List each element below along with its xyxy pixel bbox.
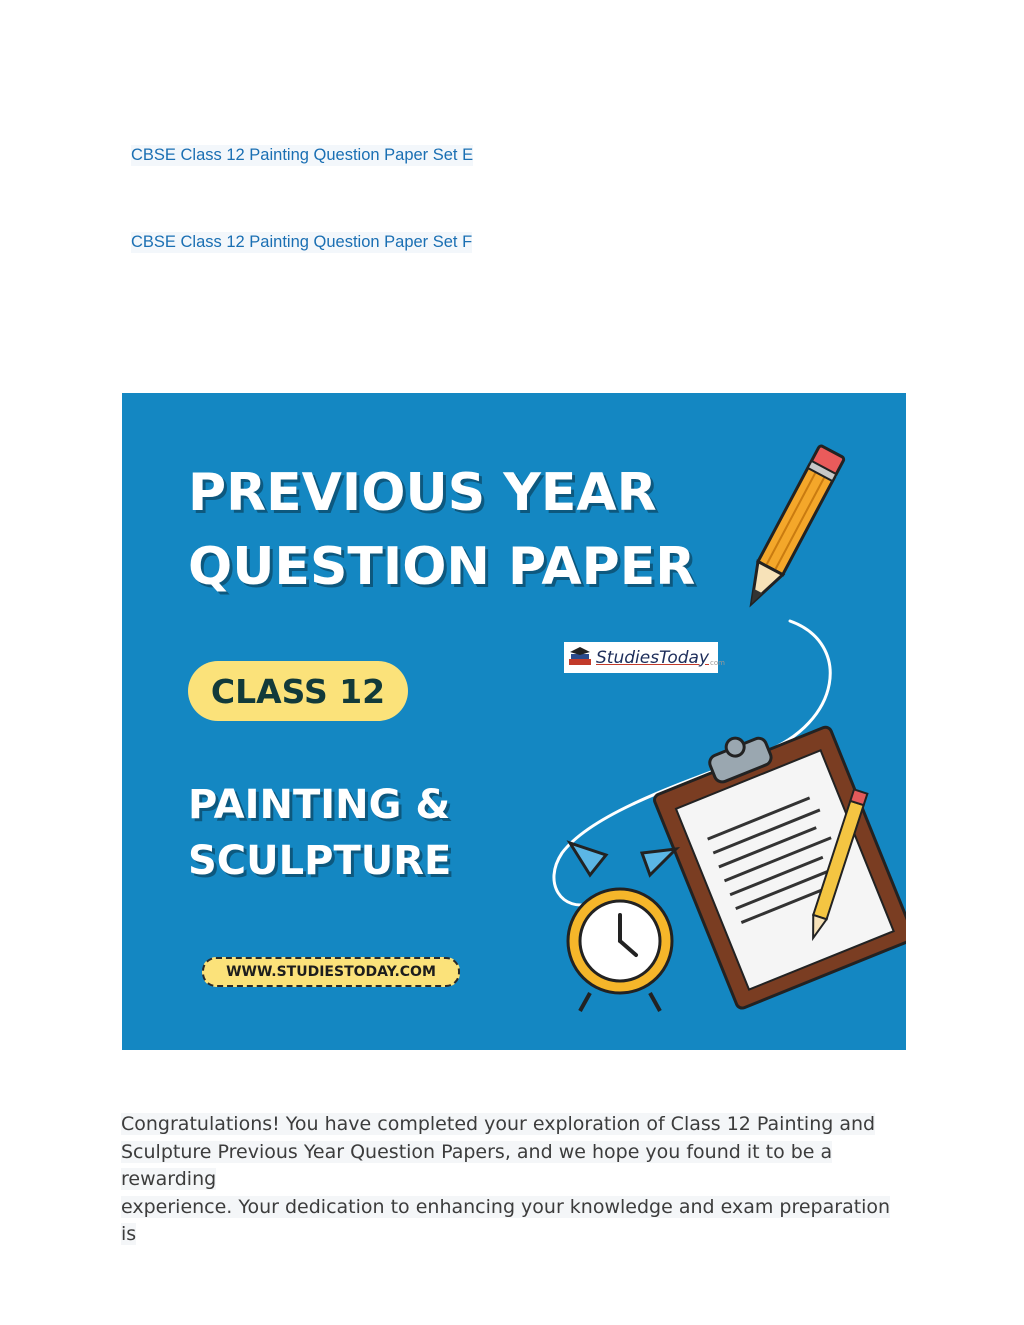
logo-text: StudiesToday bbox=[596, 647, 710, 668]
question-paper-set-e-link[interactable]: CBSE Class 12 Painting Question Paper Set E bbox=[131, 146, 474, 164]
alarm-clock-icon bbox=[568, 843, 676, 1011]
website-badge: WWW.STUDIESTODAY.COM bbox=[202, 957, 460, 987]
pencil-icon bbox=[739, 445, 844, 610]
paragraph-line: Congratulations! You have completed your exploration of Class 12 Painting and bbox=[121, 1113, 876, 1135]
books-logo-icon bbox=[567, 645, 593, 669]
headline-line-1: PREVIOUS YEAR bbox=[188, 463, 657, 523]
studiestoday-logo bbox=[564, 642, 725, 673]
subject-line-1: PAINTING & bbox=[188, 782, 451, 828]
question-paper-banner bbox=[122, 393, 906, 1050]
congratulations-paragraph bbox=[121, 1111, 901, 1249]
question-paper-set-f-link[interactable]: CBSE Class 12 Painting Question Paper Set F bbox=[131, 233, 473, 251]
paragraph-line: experience. Your dedication to enhancing your knowledge and exam preparation is bbox=[121, 1195, 891, 1245]
clipboard-icon bbox=[644, 703, 906, 1010]
subject-line-2: SCULPTURE bbox=[188, 838, 452, 884]
class-badge: CLASS 12 bbox=[188, 661, 408, 721]
logo-suffix: com bbox=[710, 658, 725, 667]
headline-line-2: QUESTION PAPER bbox=[188, 537, 696, 597]
paragraph-line: Sculpture Previous Year Question Papers, and we hope you found it to be a rewarding bbox=[121, 1140, 833, 1190]
